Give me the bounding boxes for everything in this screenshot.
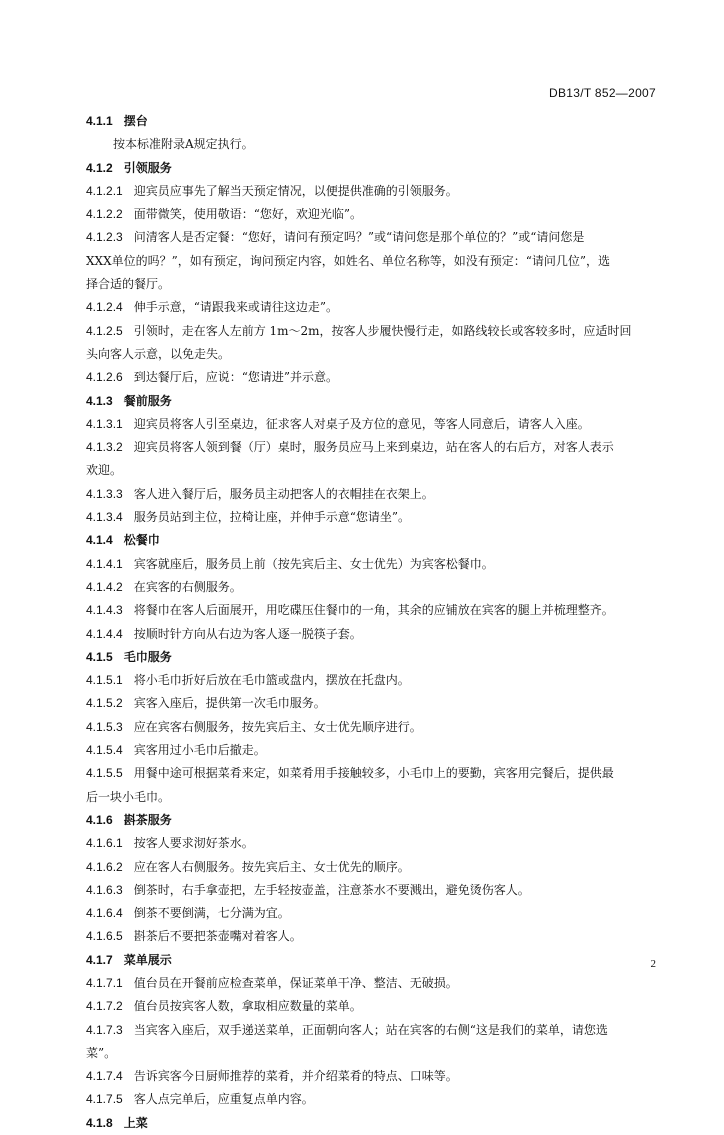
clause-line <box>86 1019 658 1042</box>
clause-line <box>86 226 658 249</box>
clause-text: 头向客人示意，以免走失。 <box>86 346 231 361</box>
heading-title: 斟茶服务 <box>123 812 172 827</box>
clause-text: 迎宾员将客人引至桌边，征求客人对桌子及方位的意见，等客人同意后，请客人入座。 <box>133 416 590 431</box>
clause-number: 4.1.4.1 <box>86 556 123 571</box>
continuation-line <box>86 250 658 273</box>
clause-number: 4.1.2.5 <box>86 323 123 338</box>
section-heading <box>86 646 658 669</box>
clause-number: 4.1.4.3 <box>86 603 123 618</box>
clause-text: 客人进入餐厅后，服务员主动把客人的衣帽挂在衣架上。 <box>133 486 434 501</box>
clause-line <box>86 296 658 319</box>
clause-number: 4.1.2.4 <box>86 300 123 315</box>
clause-line <box>86 180 658 203</box>
clause-line <box>86 413 658 436</box>
clause-text: XXX单位的吗？”，如有预定，询问预定内容，如姓名、单位名称等，如没有预定：“请问几位”，选 <box>86 253 611 268</box>
clause-number: 4.1.3.4 <box>86 510 123 525</box>
clause-number: 4.1.6.4 <box>86 906 123 921</box>
clause-text: 宾客就座后，服务员上前（按先宾后主、女士优先）为宾客松餐巾。 <box>133 556 494 571</box>
section-heading <box>86 529 658 552</box>
clause-line <box>86 1088 658 1111</box>
clause-text: 伸手示意，“请跟我来或请往这边走”。 <box>133 300 338 315</box>
clause-text: 迎宾员将客人领到餐（厅）桌时，服务员应马上来到桌边，站在客人的右后方，对客人表示 <box>133 440 614 455</box>
clause-text: 问清客人是否定餐：“您好，请问有预定吗？”或“请问您是那个单位的？”或“请问您是 <box>133 230 585 245</box>
clause-line <box>86 879 658 902</box>
clause-number: 4.1.5.2 <box>86 696 123 711</box>
clause-line <box>86 995 658 1018</box>
clause-number: 4.1.6.3 <box>86 882 123 897</box>
clause-number: 4.1.7.1 <box>86 975 123 990</box>
clause-text: 将餐巾在客人后面展开，用吃碟压住餐巾的一角，其余的应铺放在宾客的腿上并梳理整齐。 <box>133 603 614 618</box>
clause-line <box>86 436 658 459</box>
clause-line <box>86 599 658 622</box>
clause-number: 4.1.5.3 <box>86 719 123 734</box>
clause-text: 按本标准附录A规定执行。 <box>113 137 254 152</box>
clause-text: 到达餐厅后，应说：“您请进”并示意。 <box>133 370 338 385</box>
clause-text: 当宾客入座后，双手递送菜单，正面朝向客人；站在宾客的右侧“这是我们的菜单，请您选 <box>133 1022 608 1037</box>
heading-title: 上菜 <box>123 1115 148 1130</box>
clause-number: 4.1.7.5 <box>86 1092 123 1107</box>
clause-text: 值台员在开餐前应检查菜单，保证菜单干净、整洁、无破损。 <box>133 975 458 990</box>
clause-line <box>86 623 658 646</box>
clause-line <box>86 902 658 925</box>
clause-text: 按客人要求沏好茶水。 <box>133 836 254 851</box>
clause-number: 4.1.4.4 <box>86 626 123 641</box>
clause-text: 引领时，走在客人左前方 1m～2m，按客人步履快慢行走，如路线较长或客较多时，应适时回 <box>133 323 632 338</box>
clause-number: 4.1.5.5 <box>86 766 123 781</box>
clause-text: 迎宾员应事先了解当天预定情况，以便提供准确的引领服务。 <box>133 183 458 198</box>
heading-title: 毛巾服务 <box>123 649 172 664</box>
clause-text: 告诉宾客今日厨师推荐的菜肴，并介绍菜肴的特点、口味等。 <box>133 1069 458 1084</box>
clause-text: 择合适的餐厅。 <box>86 277 171 292</box>
continuation-line <box>86 133 658 156</box>
clause-text: 在宾客的右侧服务。 <box>133 579 242 594</box>
clause-number: 4.1.6 <box>86 812 113 827</box>
clause-number: 4.1.7.4 <box>86 1069 123 1084</box>
clause-number: 4.1.6.5 <box>86 929 123 944</box>
clause-number: 4.1.2.6 <box>86 370 123 385</box>
clause-line <box>86 203 658 226</box>
clause-number: 4.1.7.2 <box>86 999 123 1014</box>
heading-title: 松餐巾 <box>123 533 160 548</box>
clause-line <box>86 739 658 762</box>
section-heading <box>86 1112 658 1135</box>
clause-line <box>86 483 658 506</box>
clause-text: 宾客入座后，提供第一次毛巾服务。 <box>133 696 326 711</box>
clause-number: 4.1.4.2 <box>86 579 123 594</box>
clause-text: 按顺时针方向从右边为客人逐一脱筷子套。 <box>133 626 362 641</box>
clause-line <box>86 320 658 343</box>
clause-text: 后一块小毛巾。 <box>86 789 171 804</box>
clause-number: 4.1.4 <box>86 533 113 548</box>
section-heading <box>86 157 658 180</box>
heading-title: 摆台 <box>123 114 148 128</box>
clause-text: 宾客用过小毛巾后撤走。 <box>133 743 266 758</box>
clause-text: 斟茶后不要把茶壶嘴对着客人。 <box>133 929 302 944</box>
section-heading <box>86 809 658 832</box>
clause-line <box>86 506 658 529</box>
standard-code: DB13/T 852—2007 <box>548 86 656 100</box>
clause-text: 应在客人右侧服务。按先宾后主、女士优先的顺序。 <box>133 859 410 874</box>
heading-title: 餐前服务 <box>123 393 172 408</box>
continuation-line <box>86 459 658 482</box>
clause-line <box>86 1065 658 1088</box>
clause-line <box>86 669 658 692</box>
continuation-line <box>86 1042 658 1065</box>
clause-text: 服务员站到主位，拉椅让座，并伸手示意“您请坐”。 <box>133 510 410 525</box>
clause-number: 4.1.3.1 <box>86 416 123 431</box>
heading-title: 引领服务 <box>123 160 172 175</box>
clause-number: 4.1.7 <box>86 952 113 967</box>
clause-line <box>86 716 658 739</box>
clause-number: 4.1.5 <box>86 649 113 664</box>
clause-text: 倒茶不要倒满，七分满为宜。 <box>133 906 290 921</box>
clause-number: 4.1.5.1 <box>86 673 123 688</box>
clause-text: 值台员按宾客人数，拿取相应数量的菜单。 <box>133 999 362 1014</box>
clause-number: 4.1.6.1 <box>86 836 123 851</box>
clause-line <box>86 553 658 576</box>
clause-line <box>86 366 658 389</box>
clause-text: 欢迎。 <box>86 463 123 478</box>
heading-title: 菜单展示 <box>123 952 172 967</box>
continuation-line <box>86 786 658 809</box>
clause-number: 4.1.2.1 <box>86 183 123 198</box>
section-heading <box>86 949 658 972</box>
clause-number: 4.1.3 <box>86 393 113 408</box>
clause-number: 4.1.2 <box>86 160 113 175</box>
section-heading <box>86 110 658 133</box>
clause-line <box>86 576 658 599</box>
clause-number: 4.1.3.3 <box>86 486 123 501</box>
clause-line <box>86 692 658 715</box>
clause-line <box>86 856 658 879</box>
clause-line <box>86 972 658 995</box>
clause-number: 4.1.5.4 <box>86 743 123 758</box>
clause-text: 菜”。 <box>86 1045 117 1060</box>
clause-line <box>86 832 658 855</box>
clause-text: 面带微笑，使用敬语：“您好，欢迎光临”。 <box>133 207 362 222</box>
clause-text: 应在宾客右侧服务，按先宾后主、女士优先顺序进行。 <box>133 719 422 734</box>
clause-text: 用餐中途可根据菜肴来定，如菜肴用手接触较多，小毛巾上的要勤，宾客用完餐后，提供最 <box>133 766 614 781</box>
clause-text: 倒茶时，右手拿壶把，左手轻按壶盖，注意茶水不要溅出，避免烫伤客人。 <box>133 882 530 897</box>
clause-number: 4.1.1 <box>86 114 113 128</box>
clause-number: 4.1.3.2 <box>86 440 123 455</box>
clause-number: 4.1.8 <box>86 1115 113 1130</box>
clause-number: 4.1.2.3 <box>86 230 123 245</box>
clause-line <box>86 762 658 785</box>
clause-number: 4.1.6.2 <box>86 859 123 874</box>
document-body <box>86 110 658 1135</box>
continuation-line <box>86 273 658 296</box>
page-number: 2 <box>650 958 656 970</box>
section-heading <box>86 390 658 413</box>
clause-number: 4.1.2.2 <box>86 207 123 222</box>
clause-text: 将小毛巾折好后放在毛巾篮或盘内，摆放在托盘内。 <box>133 673 410 688</box>
continuation-line <box>86 343 658 366</box>
clause-text: 客人点完单后，应重复点单内容。 <box>133 1092 314 1107</box>
clause-number: 4.1.7.3 <box>86 1022 123 1037</box>
clause-line <box>86 925 658 948</box>
